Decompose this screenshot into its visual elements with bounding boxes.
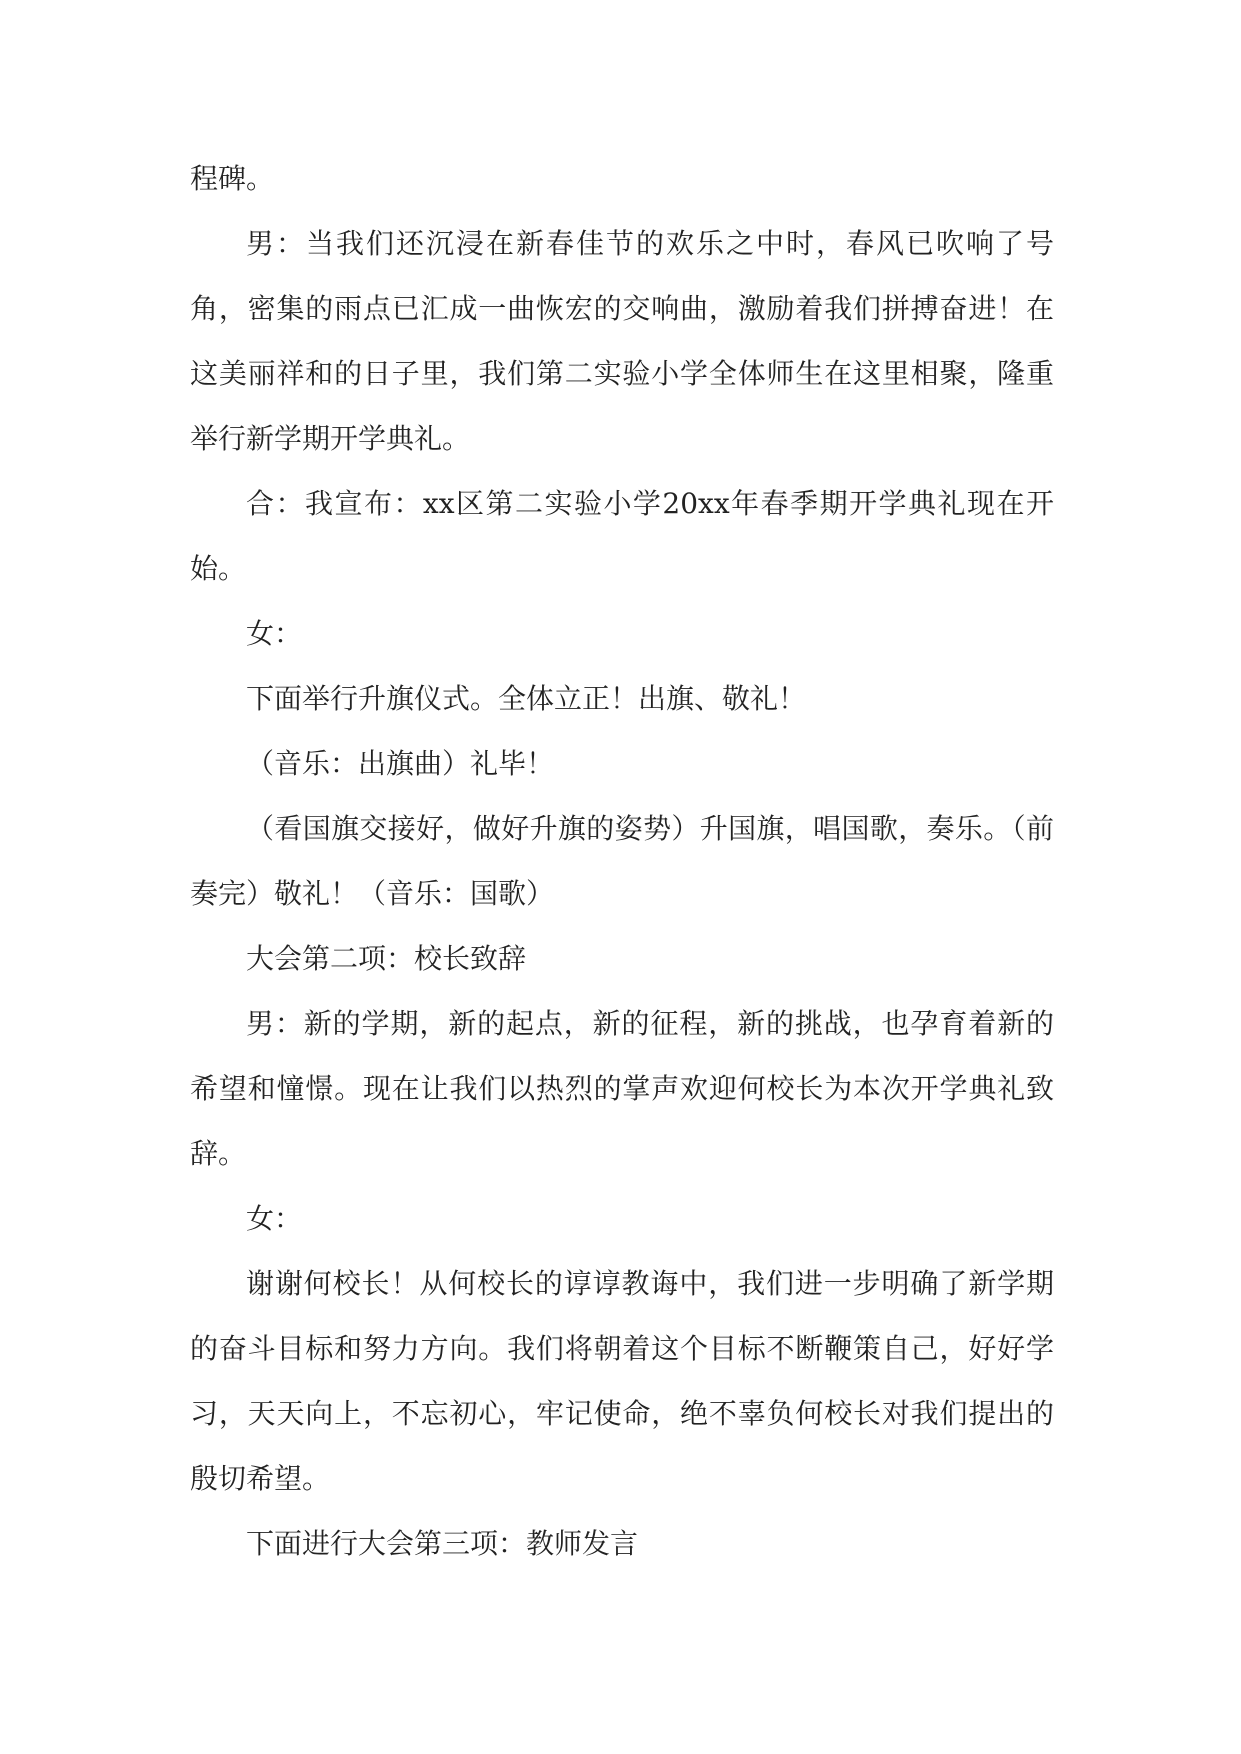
paragraph-anthem-instructions: （看国旗交接好，做好升旗的姿势）升国旗，唱国歌，奏乐。（前奏完）敬礼！（音乐：国歌） [190, 812, 1054, 910]
paragraph-thanks-principal: 谢谢何校长！从何校长的谆谆教诲中，我们进一步明确了新学期的奋斗目标和努力方向。我们将朝着这个目标不断鞭策自己，好好学习，天天向上，不忘初心，牢记使命，绝不辜负何校长对我们提出的殷切希望。 [190, 1267, 1054, 1495]
paragraph-agenda-item-three: 下面进行大会第三项：教师发言 [246, 1527, 639, 1560]
paragraph-male-host-opening: 男：当我们还沉浸在新春佳节的欢乐之中时，春风已吹响了号角，密集的雨点已汇成一曲恢宏的交响曲，激励着我们拼搏奋进！在这美丽祥和的日子里，我们第二实验小学全体师生在这里相聚，隆重举行新学期开学典礼。 [190, 227, 1054, 455]
paragraph-agenda-item-two: 大会第二项：校长致辞 [246, 942, 527, 975]
paragraph-flag-ceremony: 下面举行升旗仪式。全体立正！出旗、敬礼！ [246, 682, 807, 715]
paragraph-joint-announcement: 合：我宣布：xx区第二实验小学20xx年春季期开学典礼现在开始。 [190, 487, 1054, 585]
paragraph-female-host-label-2: 女： [246, 1202, 303, 1235]
paragraph-continuation: 程碑。 [190, 162, 275, 195]
paragraph-female-host-label: 女： [246, 617, 303, 650]
paragraph-principal-introduction: 男：新的学期，新的起点，新的征程，新的挑战，也孕育着新的希望和憧憬。现在让我们以热烈的掌声欢迎何校长为本次开学典礼致辞。 [190, 1007, 1054, 1170]
paragraph-music-cue: （音乐：出旗曲）礼毕！ [246, 747, 555, 780]
document-body [190, 146, 1054, 1576]
